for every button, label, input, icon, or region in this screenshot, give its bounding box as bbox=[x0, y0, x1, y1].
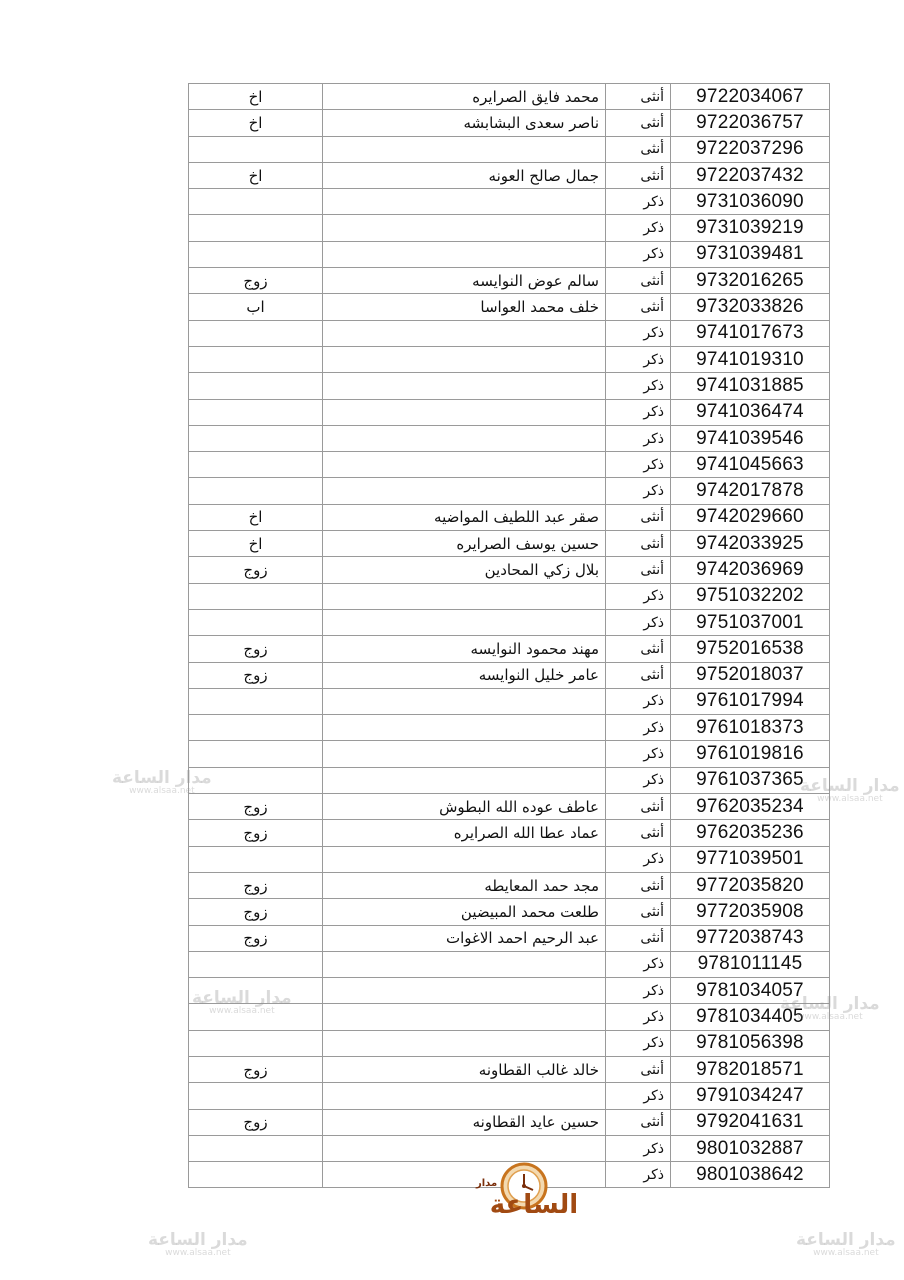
gender-cell: أنثى bbox=[606, 1109, 671, 1135]
id-number-cell: 9791034247 bbox=[671, 1083, 830, 1109]
logo-title: الساعة bbox=[489, 1190, 579, 1220]
table-row bbox=[189, 557, 830, 583]
id-number-cell: 9742036969 bbox=[671, 557, 830, 583]
relation-cell bbox=[189, 609, 323, 635]
name-cell: طلعت محمد المبيضين bbox=[323, 899, 606, 925]
table-row bbox=[189, 951, 830, 977]
gender-cell: أنثى bbox=[606, 925, 671, 951]
relation-cell bbox=[189, 478, 323, 504]
relation-cell: اخ bbox=[189, 504, 323, 530]
id-number-cell: 9742033925 bbox=[671, 531, 830, 557]
id-number-cell: 9781011145 bbox=[671, 951, 830, 977]
relation-cell bbox=[189, 951, 323, 977]
relation-cell: زوج bbox=[189, 268, 323, 294]
name-cell: حسين يوسف الصرايره bbox=[323, 531, 606, 557]
relation-cell: زوج bbox=[189, 925, 323, 951]
table-row bbox=[189, 1135, 830, 1161]
name-cell: سالم عوض النوايسه bbox=[323, 268, 606, 294]
gender-cell: ذكر bbox=[606, 1162, 671, 1188]
id-number-cell: 9741039546 bbox=[671, 425, 830, 451]
gender-cell: ذكر bbox=[606, 715, 671, 741]
gender-cell: ذكر bbox=[606, 478, 671, 504]
table-row bbox=[189, 715, 830, 741]
table-row bbox=[189, 609, 830, 635]
table-row bbox=[189, 767, 830, 793]
table-row bbox=[189, 741, 830, 767]
table-row bbox=[189, 189, 830, 215]
relation-cell bbox=[189, 715, 323, 741]
name-cell: ناصر سعدى البشابشه bbox=[323, 110, 606, 136]
relation-cell bbox=[189, 241, 323, 267]
name-cell bbox=[323, 373, 606, 399]
id-number-cell: 9722037296 bbox=[671, 136, 830, 162]
gender-cell: أنثى bbox=[606, 820, 671, 846]
table-row bbox=[189, 136, 830, 162]
name-cell bbox=[323, 1083, 606, 1109]
relation-cell bbox=[189, 1135, 323, 1161]
table-row bbox=[189, 1056, 830, 1082]
table-row bbox=[189, 899, 830, 925]
relation-cell: زوج bbox=[189, 557, 323, 583]
table-row bbox=[189, 399, 830, 425]
relation-cell bbox=[189, 688, 323, 714]
id-number-cell: 9752018037 bbox=[671, 662, 830, 688]
table-row bbox=[189, 346, 830, 372]
records-table bbox=[188, 83, 830, 1188]
table-row bbox=[189, 268, 830, 294]
table-row bbox=[189, 478, 830, 504]
relation-cell bbox=[189, 767, 323, 793]
watermark-title: مدار الساعة bbox=[796, 1230, 896, 1250]
gender-cell: أنثى bbox=[606, 531, 671, 557]
id-number-cell: 9781056398 bbox=[671, 1030, 830, 1056]
name-cell: مهند محمود النوايسه bbox=[323, 636, 606, 662]
relation-cell: زوج bbox=[189, 794, 323, 820]
id-number-cell: 9761019816 bbox=[671, 741, 830, 767]
table-row bbox=[189, 1030, 830, 1056]
gender-cell: ذكر bbox=[606, 951, 671, 977]
gender-cell: ذكر bbox=[606, 741, 671, 767]
table-row bbox=[189, 110, 830, 136]
watermark-title: مدار الساعة bbox=[800, 776, 900, 796]
gender-cell: ذكر bbox=[606, 846, 671, 872]
id-number-cell: 9742017878 bbox=[671, 478, 830, 504]
gender-cell: أنثى bbox=[606, 872, 671, 898]
name-cell: صقر عبد اللطيف المواضيه bbox=[323, 504, 606, 530]
id-number-cell: 9751037001 bbox=[671, 609, 830, 635]
id-number-cell: 9741019310 bbox=[671, 346, 830, 372]
id-number-cell: 9772038743 bbox=[671, 925, 830, 951]
watermark-url: www.alsaa.net bbox=[209, 1006, 275, 1016]
name-cell bbox=[323, 346, 606, 372]
table-row bbox=[189, 504, 830, 530]
id-number-cell: 9722037432 bbox=[671, 162, 830, 188]
watermark-title: مدار الساعة bbox=[192, 988, 292, 1008]
watermark-url: www.alsaa.net bbox=[129, 786, 195, 796]
relation-cell: زوج bbox=[189, 899, 323, 925]
watermark-title: مدار الساعة bbox=[780, 994, 880, 1014]
name-cell bbox=[323, 688, 606, 714]
name-cell bbox=[323, 609, 606, 635]
relation-cell: اخ bbox=[189, 162, 323, 188]
name-cell: حسين عايد القطاونه bbox=[323, 1109, 606, 1135]
watermark-url: www.alsaa.net bbox=[817, 794, 883, 804]
gender-cell: ذكر bbox=[606, 688, 671, 714]
relation-cell: زوج bbox=[189, 872, 323, 898]
gender-cell: ذكر bbox=[606, 241, 671, 267]
relation-cell: اب bbox=[189, 294, 323, 320]
relation-cell: زوج bbox=[189, 662, 323, 688]
relation-cell: زوج bbox=[189, 1056, 323, 1082]
table-row bbox=[189, 241, 830, 267]
name-cell bbox=[323, 583, 606, 609]
id-number-cell: 9792041631 bbox=[671, 1109, 830, 1135]
table-row bbox=[189, 294, 830, 320]
id-number-cell: 9751032202 bbox=[671, 583, 830, 609]
relation-cell: اخ bbox=[189, 110, 323, 136]
name-cell: محمد فايق الصرايره bbox=[323, 84, 606, 110]
name-cell bbox=[323, 425, 606, 451]
table-row bbox=[189, 662, 830, 688]
table-row bbox=[189, 452, 830, 478]
gender-cell: أنثى bbox=[606, 636, 671, 662]
id-number-cell: 9761018373 bbox=[671, 715, 830, 741]
relation-cell bbox=[189, 846, 323, 872]
table-row bbox=[189, 84, 830, 110]
name-cell bbox=[323, 1135, 606, 1161]
relation-cell bbox=[189, 215, 323, 241]
gender-cell: ذكر bbox=[606, 583, 671, 609]
watermark-title: مدار الساعة bbox=[112, 768, 212, 788]
relation-cell bbox=[189, 320, 323, 346]
name-cell bbox=[323, 1030, 606, 1056]
name-cell bbox=[323, 951, 606, 977]
name-cell: بلال زكي المحادين bbox=[323, 557, 606, 583]
name-cell bbox=[323, 452, 606, 478]
name-cell bbox=[323, 136, 606, 162]
id-number-cell: 9782018571 bbox=[671, 1056, 830, 1082]
gender-cell: ذكر bbox=[606, 320, 671, 346]
table-row bbox=[189, 1083, 830, 1109]
id-number-cell: 9741045663 bbox=[671, 452, 830, 478]
watermark bbox=[796, 1232, 896, 1258]
table-row bbox=[189, 373, 830, 399]
name-cell bbox=[323, 241, 606, 267]
id-number-cell: 9732016265 bbox=[671, 268, 830, 294]
table-row bbox=[189, 425, 830, 451]
name-cell: جمال صالح العونه bbox=[323, 162, 606, 188]
name-cell bbox=[323, 978, 606, 1004]
relation-cell bbox=[189, 346, 323, 372]
gender-cell: ذكر bbox=[606, 399, 671, 425]
gender-cell: ذكر bbox=[606, 1004, 671, 1030]
id-number-cell: 9761017994 bbox=[671, 688, 830, 714]
name-cell bbox=[323, 189, 606, 215]
gender-cell: أنثى bbox=[606, 294, 671, 320]
name-cell bbox=[323, 767, 606, 793]
name-cell bbox=[323, 846, 606, 872]
relation-cell bbox=[189, 425, 323, 451]
name-cell: خالد غالب القطاونه bbox=[323, 1056, 606, 1082]
name-cell bbox=[323, 215, 606, 241]
relation-cell bbox=[189, 1083, 323, 1109]
table-row bbox=[189, 688, 830, 714]
watermark bbox=[148, 1232, 248, 1258]
id-number-cell: 9801038642 bbox=[671, 1162, 830, 1188]
gender-cell: ذكر bbox=[606, 373, 671, 399]
id-number-cell: 9752016538 bbox=[671, 636, 830, 662]
id-number-cell: 9771039501 bbox=[671, 846, 830, 872]
name-cell: عامر خليل النوايسه bbox=[323, 662, 606, 688]
relation-cell: زوج bbox=[189, 636, 323, 662]
id-number-cell: 9772035908 bbox=[671, 899, 830, 925]
table-row bbox=[189, 1004, 830, 1030]
name-cell bbox=[323, 715, 606, 741]
gender-cell: ذكر bbox=[606, 189, 671, 215]
id-number-cell: 9772035820 bbox=[671, 872, 830, 898]
table-row bbox=[189, 215, 830, 241]
id-number-cell: 9722034067 bbox=[671, 84, 830, 110]
gender-cell: ذكر bbox=[606, 452, 671, 478]
name-cell: مجد حمد المعايطه bbox=[323, 872, 606, 898]
relation-cell bbox=[189, 1004, 323, 1030]
relation-cell bbox=[189, 978, 323, 1004]
gender-cell: أنثى bbox=[606, 557, 671, 583]
gender-cell: أنثى bbox=[606, 504, 671, 530]
name-cell: عماد عطا الله الصرايره bbox=[323, 820, 606, 846]
gender-cell: أنثى bbox=[606, 899, 671, 925]
gender-cell: ذكر bbox=[606, 767, 671, 793]
relation-cell bbox=[189, 399, 323, 425]
name-cell: عبد الرحيم احمد الاغوات bbox=[323, 925, 606, 951]
relation-cell bbox=[189, 583, 323, 609]
relation-cell: اخ bbox=[189, 84, 323, 110]
name-cell: خلف محمد العواسا bbox=[323, 294, 606, 320]
id-number-cell: 9761037365 bbox=[671, 767, 830, 793]
id-number-cell: 9741036474 bbox=[671, 399, 830, 425]
table-row bbox=[189, 1109, 830, 1135]
gender-cell: أنثى bbox=[606, 162, 671, 188]
watermark-title: مدار الساعة bbox=[148, 1230, 248, 1250]
table-row bbox=[189, 872, 830, 898]
id-number-cell: 9741017673 bbox=[671, 320, 830, 346]
gender-cell: ذكر bbox=[606, 425, 671, 451]
id-number-cell: 9781034057 bbox=[671, 978, 830, 1004]
table-row bbox=[189, 531, 830, 557]
name-cell bbox=[323, 320, 606, 346]
gender-cell: ذكر bbox=[606, 1083, 671, 1109]
table-row bbox=[189, 794, 830, 820]
relation-cell: زوج bbox=[189, 1109, 323, 1135]
table-row bbox=[189, 978, 830, 1004]
name-cell bbox=[323, 399, 606, 425]
records-table-body bbox=[189, 84, 830, 1188]
id-number-cell: 9731036090 bbox=[671, 189, 830, 215]
gender-cell: ذكر bbox=[606, 215, 671, 241]
id-number-cell: 9731039219 bbox=[671, 215, 830, 241]
watermark-url: www.alsaa.net bbox=[797, 1012, 863, 1022]
relation-cell: زوج bbox=[189, 820, 323, 846]
gender-cell: أنثى bbox=[606, 110, 671, 136]
table-row bbox=[189, 583, 830, 609]
id-number-cell: 9801032887 bbox=[671, 1135, 830, 1161]
relation-cell bbox=[189, 373, 323, 399]
name-cell: عاطف عوده الله البطوش bbox=[323, 794, 606, 820]
id-number-cell: 9732033826 bbox=[671, 294, 830, 320]
table-row bbox=[189, 846, 830, 872]
name-cell bbox=[323, 478, 606, 504]
gender-cell: ذكر bbox=[606, 609, 671, 635]
table-row bbox=[189, 820, 830, 846]
table-row bbox=[189, 320, 830, 346]
id-number-cell: 9781034405 bbox=[671, 1004, 830, 1030]
watermark-url: www.alsaa.net bbox=[165, 1248, 231, 1258]
id-number-cell: 9762035236 bbox=[671, 820, 830, 846]
gender-cell: أنثى bbox=[606, 794, 671, 820]
id-number-cell: 9741031885 bbox=[671, 373, 830, 399]
table-row bbox=[189, 636, 830, 662]
table-row bbox=[189, 162, 830, 188]
table-row bbox=[189, 925, 830, 951]
watermark-url: www.alsaa.net bbox=[813, 1248, 879, 1258]
gender-cell: ذكر bbox=[606, 346, 671, 372]
relation-cell bbox=[189, 452, 323, 478]
logo-subtitle: مدار bbox=[476, 1178, 498, 1189]
relation-cell: اخ bbox=[189, 531, 323, 557]
id-number-cell: 9762035234 bbox=[671, 794, 830, 820]
relation-cell bbox=[189, 1030, 323, 1056]
relation-cell bbox=[189, 741, 323, 767]
gender-cell: ذكر bbox=[606, 1135, 671, 1161]
relation-cell bbox=[189, 189, 323, 215]
gender-cell: أنثى bbox=[606, 1056, 671, 1082]
relation-cell bbox=[189, 1162, 323, 1188]
gender-cell: أنثى bbox=[606, 268, 671, 294]
gender-cell: أنثى bbox=[606, 136, 671, 162]
id-number-cell: 9722036757 bbox=[671, 110, 830, 136]
relation-cell bbox=[189, 136, 323, 162]
gender-cell: أنثى bbox=[606, 84, 671, 110]
gender-cell: ذكر bbox=[606, 1030, 671, 1056]
name-cell bbox=[323, 741, 606, 767]
id-number-cell: 9731039481 bbox=[671, 241, 830, 267]
name-cell bbox=[323, 1004, 606, 1030]
id-number-cell: 9742029660 bbox=[671, 504, 830, 530]
gender-cell: أنثى bbox=[606, 662, 671, 688]
gender-cell: ذكر bbox=[606, 978, 671, 1004]
